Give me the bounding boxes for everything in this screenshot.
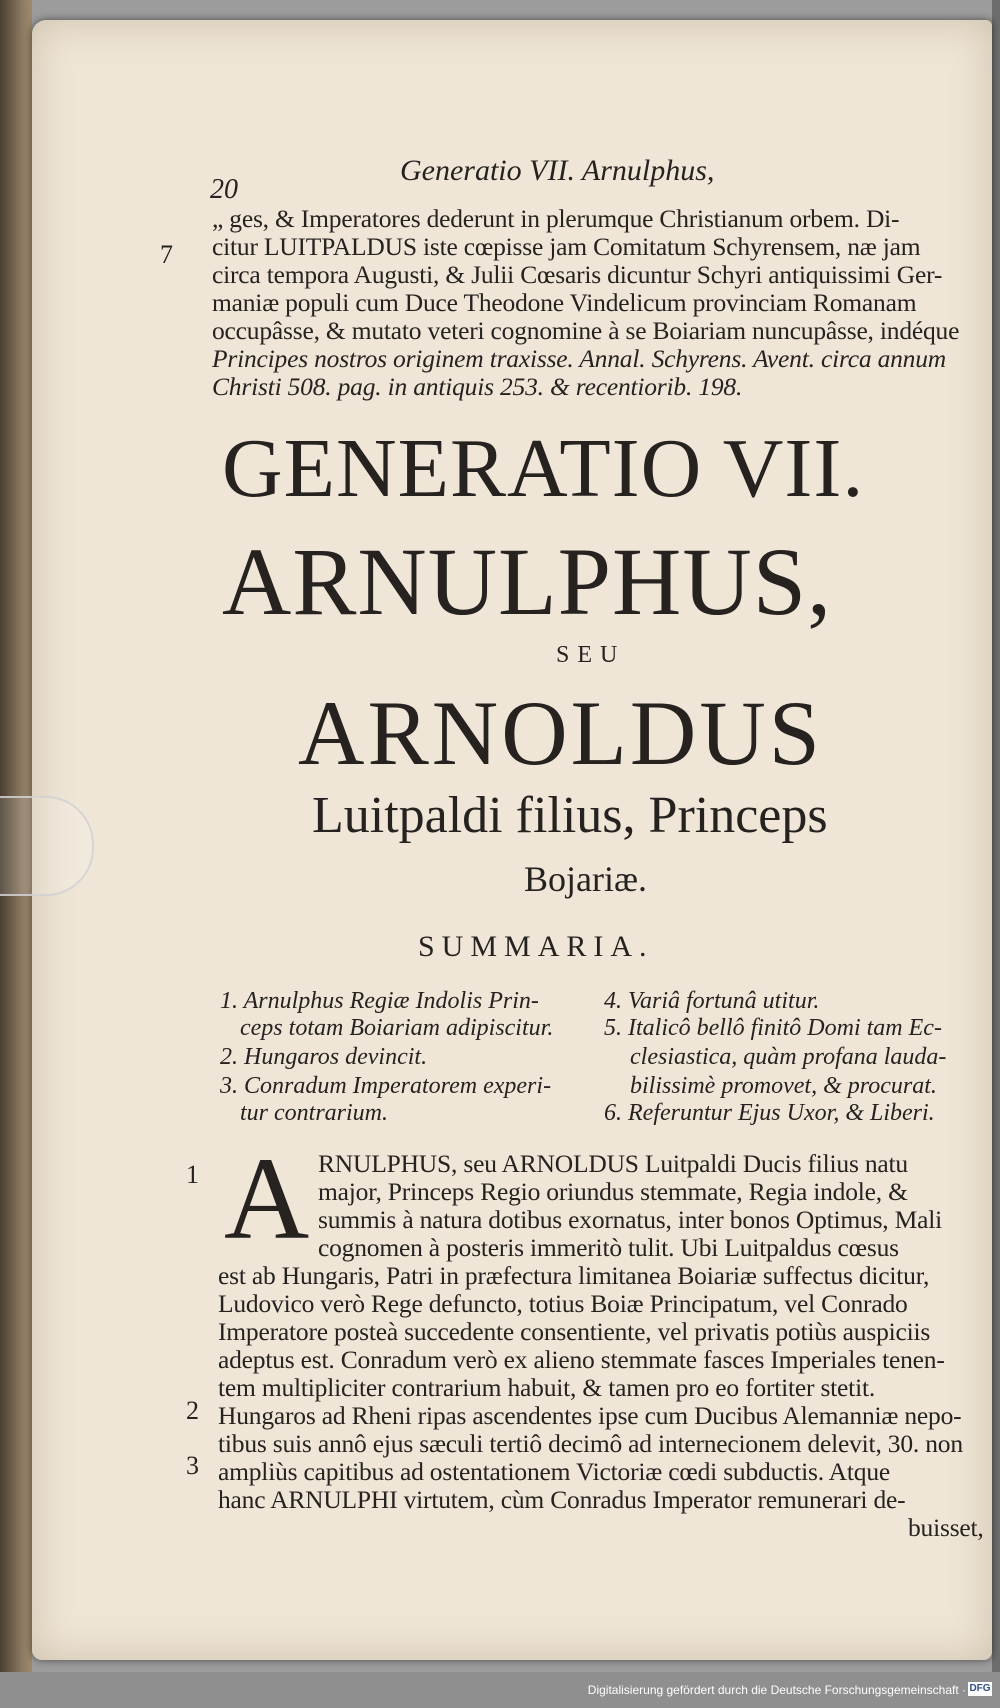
body-line: est ab Hungaris, Patri in præfectura limitanea Boiariæ suffectus dicitur,: [218, 1261, 930, 1290]
body-line: cognomen à posteris immeritò tulit. Ubi Luitpaldus cœsus: [318, 1233, 899, 1262]
intro-line: citur LUITPALDUS iste cœpisse jam Comitatum Schyrensem, næ jam: [212, 232, 921, 261]
body-line: hanc ARNULPHI virtutem, cùm Conradus Imperator remunerari de-: [218, 1485, 906, 1514]
summary-item-right: 5. Italicô bellô finitô Domi tam Ec-: [604, 1015, 942, 1041]
body-line: adeptus est. Conradum verò ex alieno stemmate fasces Imperiales tenen-: [218, 1345, 945, 1374]
summary-item-right: 4. Variâ fortunâ utitur.: [604, 988, 820, 1014]
margin-note-top: 7: [160, 240, 173, 269]
summary-item-right: 6. Referuntur Ejus Uxor, & Liberi.: [604, 1100, 935, 1126]
intro-line: Christi 508. pag. in antiquis 253. & recentiorib. 198.: [212, 372, 743, 401]
alternate-name-heading: ARNOLDUS: [298, 682, 823, 784]
margin-note-3: 3: [186, 1451, 199, 1480]
ruler-name-heading: ARNULPHUS,: [222, 528, 833, 635]
summaria-heading: SUMMARIA.: [418, 930, 654, 963]
running-title: Generatio VII. Arnulphus,: [400, 154, 715, 187]
body-line: Imperatore posteà succedente consentiente, vel privatis potiùs auspiciis: [218, 1317, 931, 1346]
summary-item-left: ceps totam Boiariam adipiscitur.: [240, 1015, 554, 1041]
body-line: ampliùs capitibus ad ostentationem Victoriæ cœdi subductis. Atque: [218, 1457, 890, 1486]
catchword: buisset,: [908, 1513, 984, 1542]
body-line: tem multipliciter contrarium habuit, & tamen pro eo fortiter stetit.: [218, 1373, 876, 1402]
scanner-clip: [0, 796, 94, 896]
scan-right-edge: [992, 0, 1000, 1708]
summary-item-left: 3. Conradum Imperatorem experi-: [220, 1073, 552, 1099]
summary-item-left: tur contrarium.: [240, 1100, 389, 1126]
intro-line: maniæ populi cum Duce Theodone Vindelicum provinciam Romanam: [212, 288, 917, 317]
body-line: Hungaros ad Rheni ripas ascendentes ipse cum Ducibus Alemanniæ nepo-: [218, 1401, 962, 1430]
dfg-logo-icon: DFG: [969, 1683, 991, 1694]
funding-notice: Digitalisierung gefördert durch die Deutsche Forschungsgemeinschaft ·: [587, 1683, 966, 1697]
body-line: summis à natura dotibus exornatus, inter bonos Optimus, Mali: [318, 1205, 943, 1234]
margin-note-2: 2: [186, 1396, 199, 1425]
body-line: RNULPHUS, seu ARNOLDUS Luitpaldi Ducis filius natu: [318, 1149, 908, 1178]
generation-heading: GENERATIO VII.: [222, 422, 865, 515]
body-line: major, Princeps Regio oriundus stemmate, Regia indole, &: [318, 1177, 908, 1206]
intro-line: occupâsse, & mutato veteri cognomine à se Boiariam nuncupâsse, indéque: [212, 316, 960, 345]
summary-item-right: bilissimè promovet, & procurat.: [630, 1073, 937, 1099]
summary-item-left: 1. Arnulphus Regiæ Indolis Prin-: [220, 988, 539, 1014]
subtitle-line: Luitpaldi filius, Princeps: [312, 787, 828, 844]
body-line: Ludovico verò Rege defuncto, totius Boiæ Principatum, vel Conrado: [218, 1289, 908, 1318]
margin-note-1: 1: [186, 1160, 199, 1189]
drop-cap: A: [224, 1133, 310, 1264]
intro-line: circa tempora Augusti, & Julii Cœsaris dicuntur Schyri antiquissimi Ger-: [212, 260, 943, 289]
intro-line: „ ges, & Imperatores dederunt in plerumque Christianum orbem. Di-: [212, 204, 900, 233]
body-line: tibus suis annô ejus sæculi tertiô decimô ad internecionem delevit, 30. non: [218, 1429, 963, 1458]
subtitle-line: Bojariæ.: [524, 859, 647, 899]
page-number: 20: [210, 174, 238, 205]
intro-line: Principes nostros originem traxisse. Annal. Schyrens. Avent. circa annum: [212, 344, 946, 373]
seu-heading: SEU: [556, 642, 626, 668]
summary-item-right: clesiastica, quàm profana lauda-: [630, 1044, 947, 1070]
summary-item-left: 2. Hungaros devincit.: [220, 1044, 428, 1070]
